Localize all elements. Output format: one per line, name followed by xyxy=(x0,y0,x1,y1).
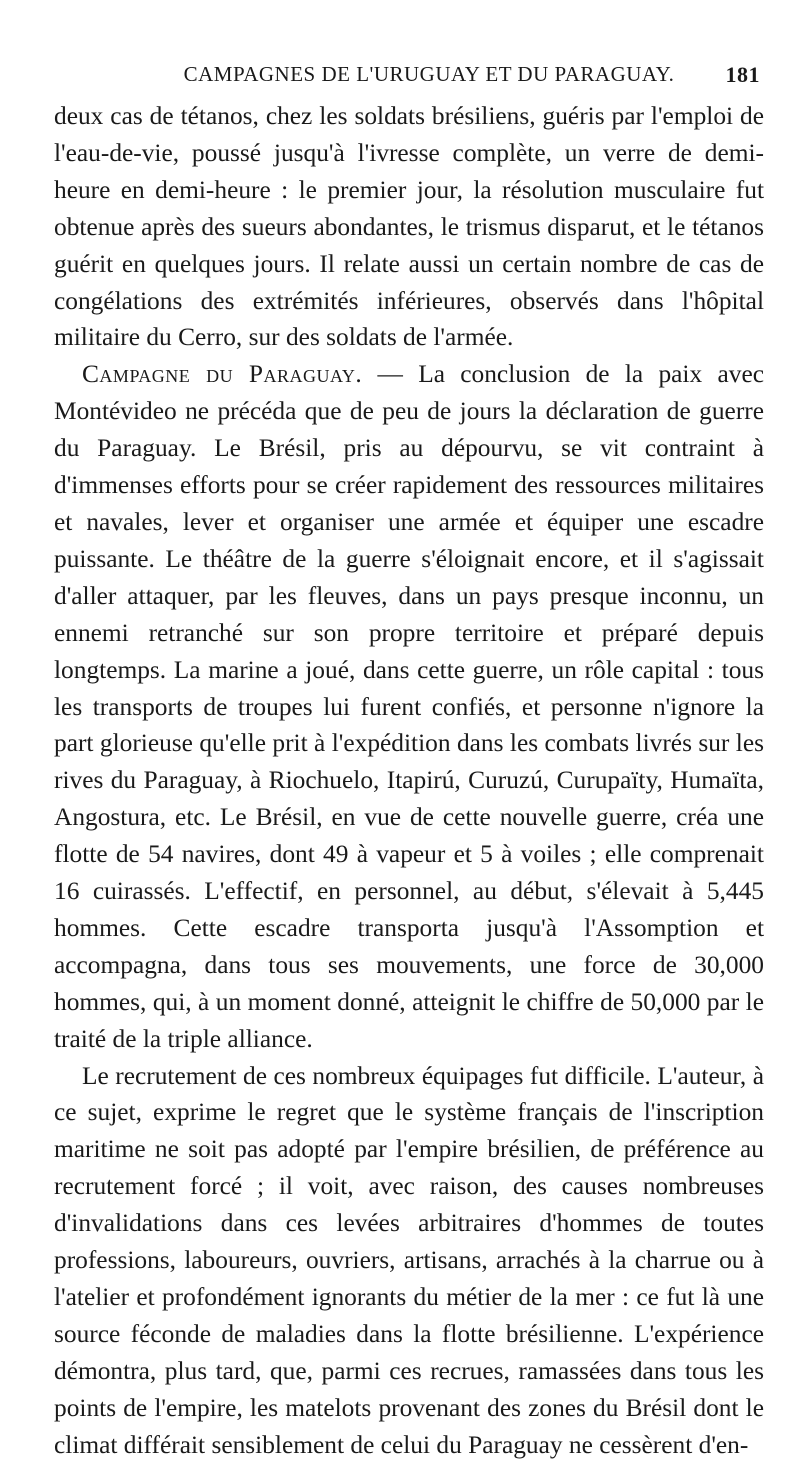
body-text xyxy=(54,98,764,1464)
paragraph-recrutement: Le recrutement de ces nombreux équipages fut difficile. L'auteur, à ce sujet, exprime le regret que le système français de l'inscription maritime ne soit pas adopté par l'empire brésilien, de préférence au recrutement forcé ; il voit, avec raison, des causes nombreuses d'invalidations dans ces levées arbitraires d'hommes de toutes professions, laboureurs, ouvriers, artisans, arrachés à la charrue ou à l'atelier et profondément ignorants du métier de la mer : ce fut là une source féconde de maladies dans la flotte brésilienne. L'expérience démontra, plus tard, que, parmi ces recrues, ramassées dans tous les points de l'empire, les matelots provenant des zones du Brésil dont le climat différait sensiblement de celui du Paraguay ne cessèrent d'en- xyxy=(54,1061,764,1459)
page-number: 181 xyxy=(725,62,760,87)
paragraph-campagne-body: — La conclusion de la paix avec Montévideo ne précéda que de peu de jours la déclaration de guerre du Paraguay. Le Brésil, pris au dépourvu, se vit contraint à d'immenses efforts pour se créer rapidement des ressources militaires et navales, lever et organiser une armée et équiper une escadre puissante. Le théâtre de la guerre s'éloignait encore, et il s'agissait d'aller attaquer, par les fleuves, dans un pays presque inconnu, un ennemi retranché sur son propre territoire et préparé depuis longtemps. La marine a joué, dans cette guerre, un rôle capital : tous les transports de troupes lui furent confiés, et personne n'ignore la part glorieuse qu'elle prit à l'expédition dans les combats livrés sur les rives du Paraguay, à Riochuelo, Itapirú, Curuzú, Curupaïty, Humaïta, Angostura, etc. Le Brésil, en vue de cette nouvelle guerre, créa une flotte de 54 navires, dont 49 à vapeur et 5 à voiles ; elle comprenait 16 cuirassés. L'effectif, en personnel, au début, s'élevait à 5,445 hommes. Cette escadre transporta jusqu'à l'Assomption et accompagna, dans tous ses mouvements, une force de 30,000 hommes, qui, à un moment donné, atteignit le chiffre de 50,000 par le traité de la triple alliance. xyxy=(54,360,764,1053)
running-title: CAMPAGNES DE L'URUGUAY ET DU PARAGUAY. xyxy=(183,62,675,86)
paragraph-campagne-paraguay xyxy=(54,356,764,1057)
running-head xyxy=(54,62,764,98)
paragraph-tetanos: deux cas de tétanos, chez les soldats brésiliens, guéris par l'emploi de l'eau-de-vie, poussé jusqu'à l'ivresse complète, un verre de demi-heure en demi-heure : le premier jour, la résolution musculaire fut obtenue après des sueurs abondantes, le trismus disparut, et le tétanos guérit en quelques jours. Il relate aussi un certain nombre de cas de congélations des extrémités inférieures, observés dans l'hôpital militaire du Cerro, sur des soldats de l'armée. xyxy=(54,102,764,352)
section-heading: Campagne du Paraguay. xyxy=(82,360,363,389)
